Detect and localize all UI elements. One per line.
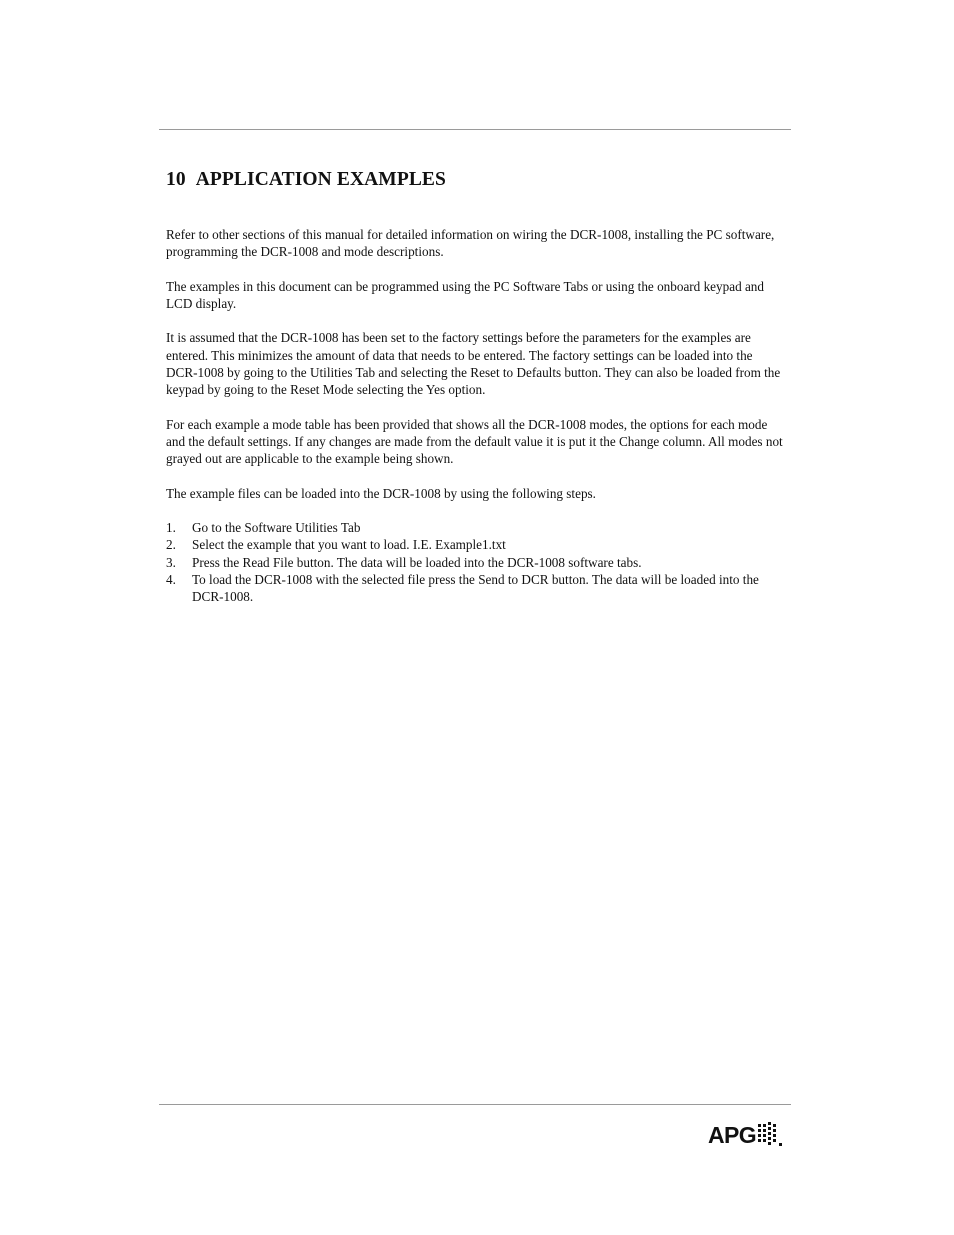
section-body [166,226,791,606]
list-item [166,519,792,536]
paragraph-intro: Refer to other sections of this manual for detailed information on wiring the DCR-1008, installing the PC software, programming the DCR-1008 and mode descriptions. [166,227,775,260]
paragraph-factory-settings: It is assumed that the DCR-1008 has been set to the factory settings before the parameters for the examples are entered. This minimizes the amount of data that needs to be entered. The factory settings can be loaded into the DCR-1008 by going to the Utilities Tab and selecting the Reset to Defaults button. They can also be loaded from the keypad by going to the Reset Mode selecting the Yes option. [166,330,781,398]
step-number: 4. [166,572,176,588]
footer-rule [159,1104,791,1105]
step-number: 2. [166,537,176,553]
logo-text: APG [708,1121,757,1148]
apg-logo [708,1120,784,1150]
step-text: Select the example that you want to load. I.E. Example1.txt [192,537,506,553]
header-rule [159,129,791,130]
section-title: APPLICATION EXAMPLES [195,169,446,190]
step-text: Go to the Software Utilities Tab [192,519,361,535]
list-item [166,571,792,606]
step-text: To load the DCR-1008 with the selected file press the Send to DCR button. The data will be loaded into the DCR-1008. [192,572,759,605]
apg-dot-grid-icon [758,1122,784,1148]
list-item [166,554,792,571]
section-number: 10 [166,169,186,190]
step-number: 3. [166,554,176,570]
step-text: Press the Read File button. The data will be loaded into the DCR-1008 software tabs. [192,554,642,570]
paragraph-example-files: The example files can be loaded into the DCR-1008 by using the following steps. [166,485,596,501]
list-item [166,536,792,553]
step-number: 1. [166,519,176,535]
paragraph-mode-table: For each example a mode table has been provided that shows all the DCR-1008 modes, the options for each mode and the default settings. If any changes are made from the default value it is put it the Change column. All modes not grayed out are applicable to the example being shown. [166,416,783,467]
steps-list [166,519,791,606]
paragraph-programming: The examples in this document can be programmed using the PC Software Tabs or using the onboard keypad and LCD display. [166,278,764,312]
section-heading [166,169,446,191]
